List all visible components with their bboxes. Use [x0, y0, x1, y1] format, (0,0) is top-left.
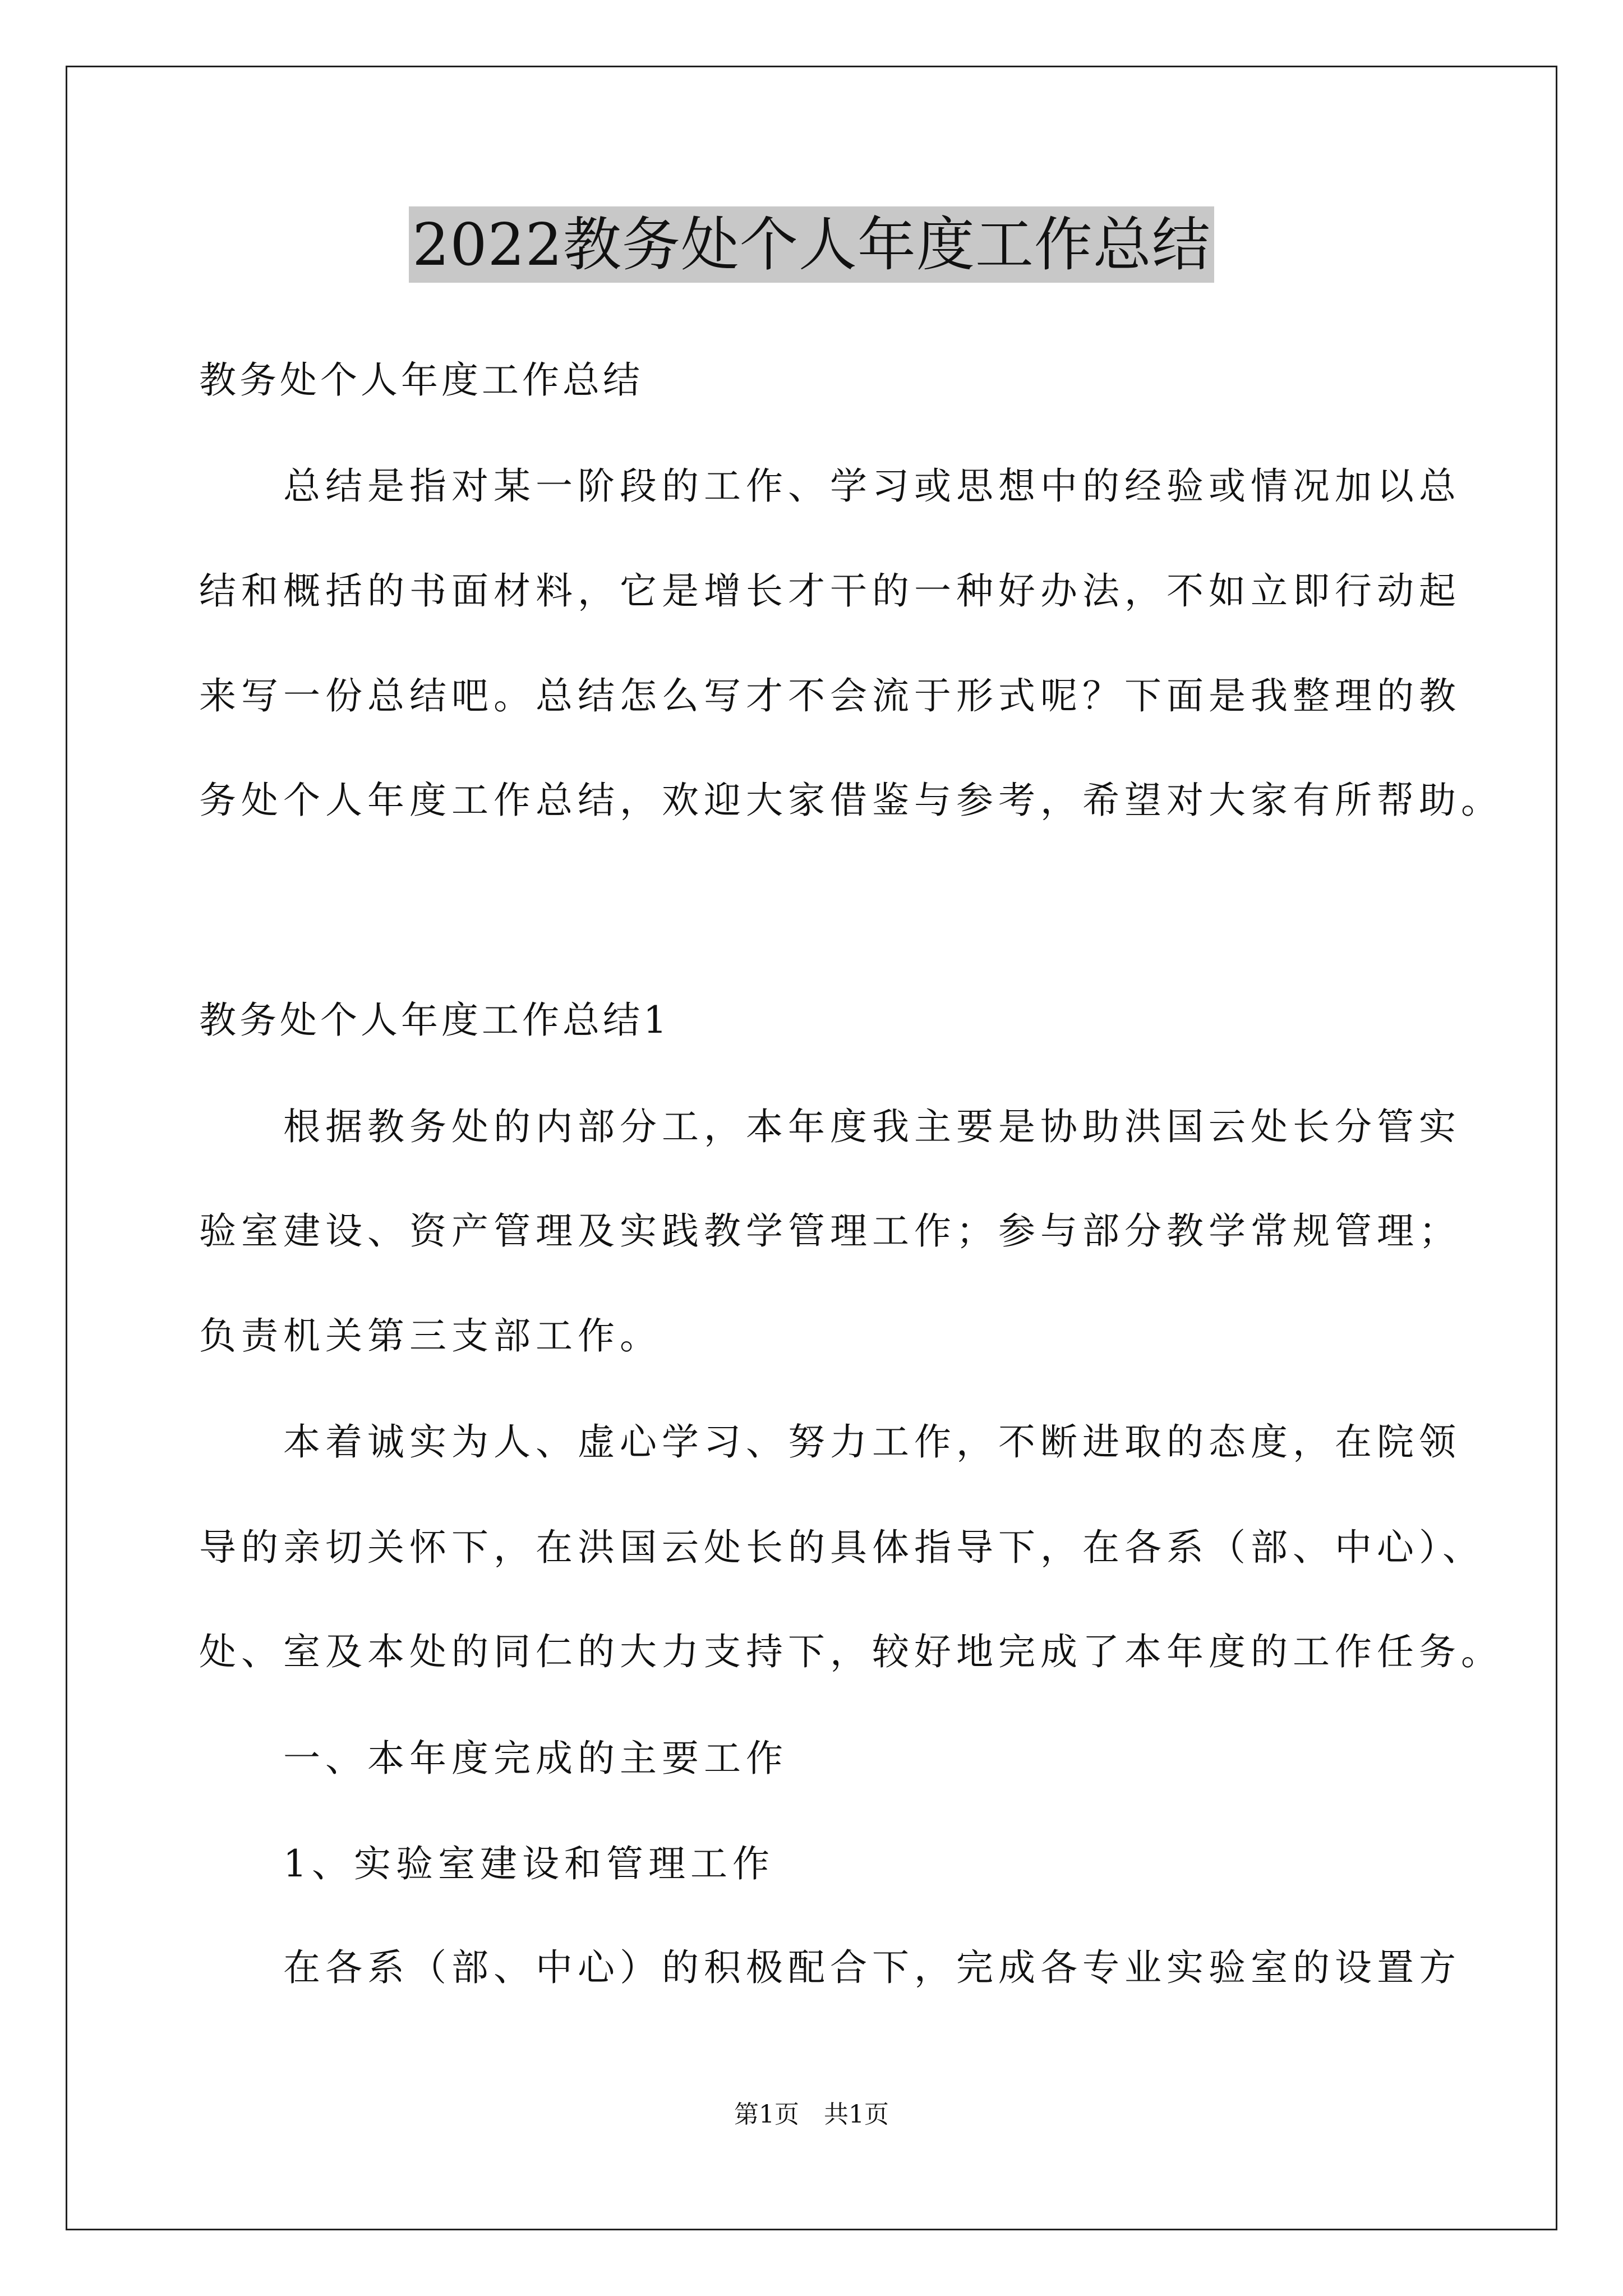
body-line: 来写一份总结吧。总结怎么写才不会流于形式呢？下面是我整理的教 [199, 674, 1461, 717]
section-heading: 教务处个人年度工作总结 [199, 358, 643, 402]
subheading: 一、本年度完成的主要工作 [199, 1737, 788, 1780]
page-footer: 第1页 共1页 [734, 2100, 889, 2129]
body-line: 根据教务处的内部分工，本年度我主要是协助洪国云处长分管实 [199, 1105, 1461, 1148]
body-line: 导的亲切关怀下，在洪国云处长的具体指导下，在各系（部、中心）、 [199, 1526, 1484, 1569]
body-line: 结和概括的书面材料，它是增长才干的一种好办法，不如立即行动起 [199, 569, 1461, 613]
body-line: 总结是指对某一阶段的工作、学习或思想中的经验或情况加以总 [199, 464, 1461, 508]
body-line: 在各系（部、中心）的积极配合下，完成各专业实验室的设置方 [199, 1946, 1461, 1989]
subheading: 1、实验室建设和管理工作 [199, 1842, 774, 1885]
body-line: 处、室及本处的同仁的大力支持下，较好地完成了本年度的工作任务。 [199, 1630, 1503, 1673]
body-line: 负责机关第三支部工作。 [199, 1314, 662, 1358]
body-line: 务处个人年度工作总结，欢迎大家借鉴与参考，希望对大家有所帮助。 [199, 779, 1503, 822]
title-container [0, 206, 1623, 283]
body-line: 验室建设、资产管理及实践教学管理工作；参与部分教学常规管理； [199, 1209, 1461, 1253]
document-title: 2022教务处个人年度工作总结 [409, 206, 1214, 283]
section-heading: 教务处个人年度工作总结1 [199, 999, 670, 1042]
body-line: 本着诚实为人、虚心学习、努力工作，不断进取的态度，在院领 [199, 1420, 1461, 1464]
